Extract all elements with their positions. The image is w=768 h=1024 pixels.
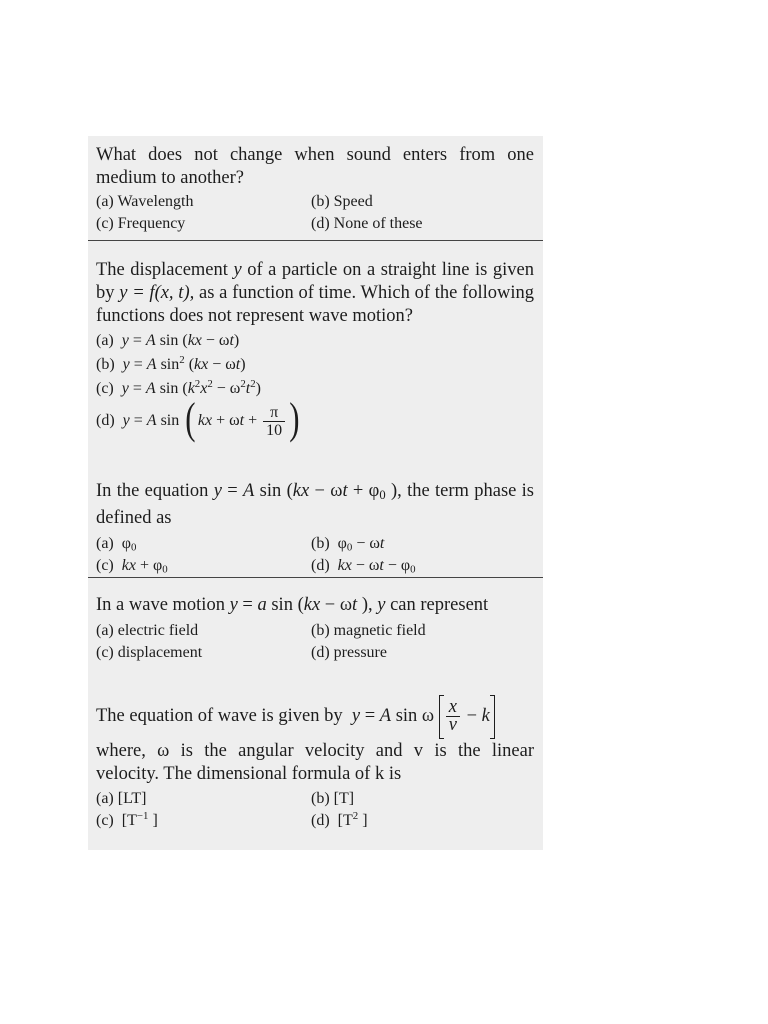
question-1-options xyxy=(96,191,534,235)
question-3-stem: In the equation y = A $\sin (kx - \omega t + \varphi_0$ ), the term phase is defined as xyxy=(96,481,535,528)
option-d[interactable]: (d) None of these xyxy=(311,215,423,232)
stem-text: In a wave motion xyxy=(96,595,225,615)
stem-equation: y xyxy=(213,481,222,501)
option-c[interactable]: (c) kx + $\varphi_0$ xyxy=(96,557,168,576)
option-d[interactable]: (d) y = A sin ( kx + ωt + $\frac{\pi}{10}$ ) xyxy=(96,393,300,443)
fraction: $\frac{\pi}{10}$ xyxy=(263,404,285,439)
stem-text: as a function of time. Which of the following functions does not represent wave motion? xyxy=(96,283,535,326)
option-b[interactable]: (b) Speed xyxy=(311,193,373,210)
question-4-stem: In a wave motion y = a sin (kx − ωt ), y can represent xyxy=(96,595,489,615)
fraction: $\frac{x}{v}$ xyxy=(446,699,460,734)
question-1-stem: What does not change when sound enters from one medium to another? xyxy=(96,145,534,188)
option-c[interactable]: (c) y = A $\sin (k^2x^2 - \omega^2t^2)$ xyxy=(96,378,261,397)
option-b[interactable]: (b) $\varphi_0 - \omega t$ xyxy=(311,535,385,554)
option-b[interactable]: (b) magnetic field xyxy=(311,622,426,639)
option-c[interactable]: (c) displacement xyxy=(96,644,203,661)
divider xyxy=(88,577,543,578)
question-4-options xyxy=(96,620,534,664)
question-5-stem-line2: where, ω is the angular velocity and v is the linear velocity. The dimensional formula of k is xyxy=(96,741,534,784)
question-2-stem xyxy=(96,259,534,328)
option-d[interactable]: (d) pressure xyxy=(311,644,387,661)
question-3-options xyxy=(96,533,534,577)
stem-text: of a particle on a straight line is given by xyxy=(96,260,534,303)
option-d[interactable]: (d) [$T^2$ ] xyxy=(311,810,368,829)
option-a[interactable]: (a) electric field xyxy=(96,622,199,639)
question-3 xyxy=(96,478,534,577)
stem-variable: y xyxy=(233,260,242,280)
stem-text: The equation of wave is given by xyxy=(96,706,343,726)
option-b[interactable]: (b) [T] xyxy=(311,790,355,807)
question-1 xyxy=(96,144,534,235)
stem-equation: y = f(x, t), xyxy=(119,283,195,303)
stem-text: In the equation xyxy=(96,481,209,501)
divider xyxy=(88,240,543,241)
stem-text: The displacement xyxy=(96,260,228,280)
option-c[interactable]: (c) [$T^{-1}$ ] xyxy=(96,810,158,829)
option-c[interactable]: (c) Frequency xyxy=(96,215,186,232)
option-d[interactable]: (d) kx − $\omega t - \varphi_0$ xyxy=(311,557,416,576)
question-5-stem-line1: The equation of wave is given by y = A sin ω $\frac{x}{v}$ − k xyxy=(96,692,534,740)
question-2-options xyxy=(96,330,534,443)
question-2 xyxy=(96,259,534,441)
stem-text: the term phase is defined as xyxy=(96,481,535,528)
option-a[interactable]: (a) Wavelength xyxy=(96,193,194,210)
question-5-options xyxy=(96,788,534,832)
question-5 xyxy=(96,692,534,832)
option-a[interactable]: (a) $\varphi_0$ xyxy=(96,535,137,554)
option-a[interactable]: (a) [LT] xyxy=(96,790,147,807)
question-4 xyxy=(96,594,534,664)
option-b[interactable]: (b) y = A $\sin^2 (kx - \omega t)$ xyxy=(96,354,246,373)
option-a[interactable]: (a) y = A sin (kx − ωt) xyxy=(96,332,240,349)
